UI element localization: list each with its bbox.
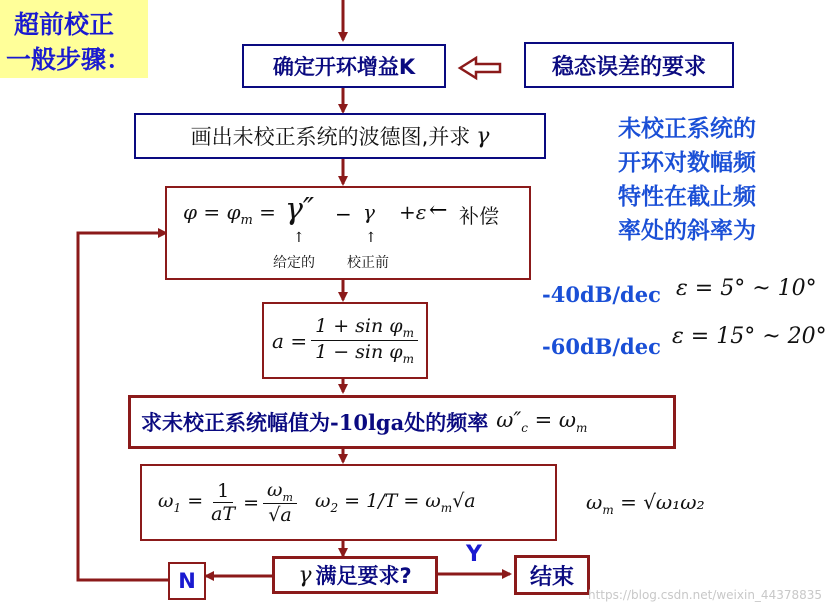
phi-gamma: γ — [363, 200, 375, 224]
freq-sub-m: m — [576, 421, 588, 436]
freq-omega-c: ω″ — [496, 408, 522, 433]
freq-sub-c: c — [521, 421, 528, 436]
freq-value: -10lga — [330, 409, 405, 435]
a-lhs: a = — [272, 328, 308, 353]
phi-given-label: 给定的 — [273, 255, 315, 271]
gain-label: 确定开环增益K — [272, 55, 416, 79]
a-numerator: 1 + sin φ — [315, 315, 403, 338]
bode-label: 画出未校正系统的波德图,并求 — [190, 125, 471, 149]
no-label: N — [178, 569, 196, 593]
omega-m-eq: = — [620, 490, 637, 514]
a-box — [262, 302, 428, 379]
a-num-sub: m — [402, 326, 414, 340]
omega-box — [140, 464, 557, 541]
end-label: 结束 — [529, 564, 574, 590]
omega1-symbol: ω — [158, 490, 174, 513]
phi-gamma-dd: γ″ — [285, 192, 315, 227]
bode-gamma: γ — [476, 123, 490, 149]
phi-up-arrow-1: ↑ — [293, 230, 305, 246]
hollow-arrow — [460, 58, 500, 78]
title-line1: 超前校正 — [14, 10, 115, 39]
frac2-den: √a — [268, 504, 292, 527]
omega2-sub-m: m — [440, 500, 453, 515]
frac2-num: ω — [267, 478, 283, 501]
end-box — [514, 555, 590, 595]
gain-box — [242, 44, 446, 88]
slope-note-line1: 未校正系统的 — [618, 116, 756, 142]
a-denominator: 1 − sin φ — [315, 341, 403, 363]
omega-m-sub: m — [602, 503, 614, 517]
phi-formula — [183, 200, 276, 228]
omega-1 — [158, 490, 203, 515]
slope-note-line3: 特性在截止频 — [618, 184, 756, 210]
omega-2 — [315, 490, 476, 515]
slope-note-line4: 率处的斜率为 — [618, 218, 756, 244]
yes-label: Y — [466, 542, 482, 567]
omega1-eq: = — [187, 490, 204, 513]
omega1-sub: 1 — [173, 500, 182, 515]
a-den-sub: m — [402, 351, 414, 366]
omega1-frac1 — [207, 480, 239, 525]
a-fraction — [311, 315, 418, 366]
eps-1: ε = 5° ~ 10° — [676, 276, 817, 301]
phi-minus: − — [335, 202, 352, 226]
phi-up-arrow-2: ↑ — [365, 230, 377, 246]
phi-eq: = — [259, 200, 276, 224]
steady-state-box — [524, 42, 734, 88]
omega2-sqrt: √a — [452, 490, 476, 513]
omega-m-formula — [586, 490, 705, 517]
title-box — [0, 0, 148, 78]
eps-2: ε = 15° ~ 20° — [672, 324, 827, 349]
omega1-frac2 — [263, 479, 297, 527]
check-text: 满足要求? — [315, 564, 412, 588]
phi-sub-m: m — [240, 213, 253, 228]
slope-2: -60dB/dec — [542, 334, 661, 359]
omega1-eq2: = — [243, 491, 260, 514]
omega2-sub: 2 — [330, 500, 339, 515]
freq-box — [128, 395, 676, 449]
omega-m-rhs: √ω₁ω₂ — [643, 490, 705, 514]
check-box — [272, 556, 438, 594]
slope-1: -40dB/dec — [542, 282, 661, 307]
frac1-den: aT — [211, 503, 236, 525]
slope-note — [618, 112, 756, 248]
freq-eq: = ω — [534, 408, 577, 433]
phi-compensate: 补偿 — [459, 204, 499, 228]
phi-plus-eps: +ε — [399, 200, 427, 224]
freq-text: 求未校正系统幅值为 — [141, 411, 330, 435]
no-box — [168, 562, 206, 600]
phi-left-arrow: ← — [429, 198, 448, 223]
check-gamma: γ — [298, 562, 312, 588]
phi-box — [165, 186, 531, 280]
slope-note-line2: 开环对数幅频 — [618, 150, 756, 176]
watermark: https://blog.csdn.net/weixin_44378835 — [588, 588, 823, 602]
freq-omega-formula — [496, 408, 587, 435]
omega2-rest: = 1/T = ω — [344, 490, 441, 513]
phi-before-label: 校正前 — [347, 255, 389, 271]
bode-box — [134, 113, 546, 159]
title-line2: 一般步骤： — [6, 45, 132, 74]
frac2-num-sub: m — [282, 490, 293, 504]
omega-m-symbol: ω — [586, 490, 603, 514]
phi-lhs: φ = φ — [183, 200, 241, 224]
freq-text2: 处的频率 — [404, 411, 489, 435]
omega2-symbol: ω — [314, 490, 331, 513]
frac1-num: 1 — [213, 480, 233, 503]
steady-state-label: 稳态误差的要求 — [551, 54, 706, 80]
